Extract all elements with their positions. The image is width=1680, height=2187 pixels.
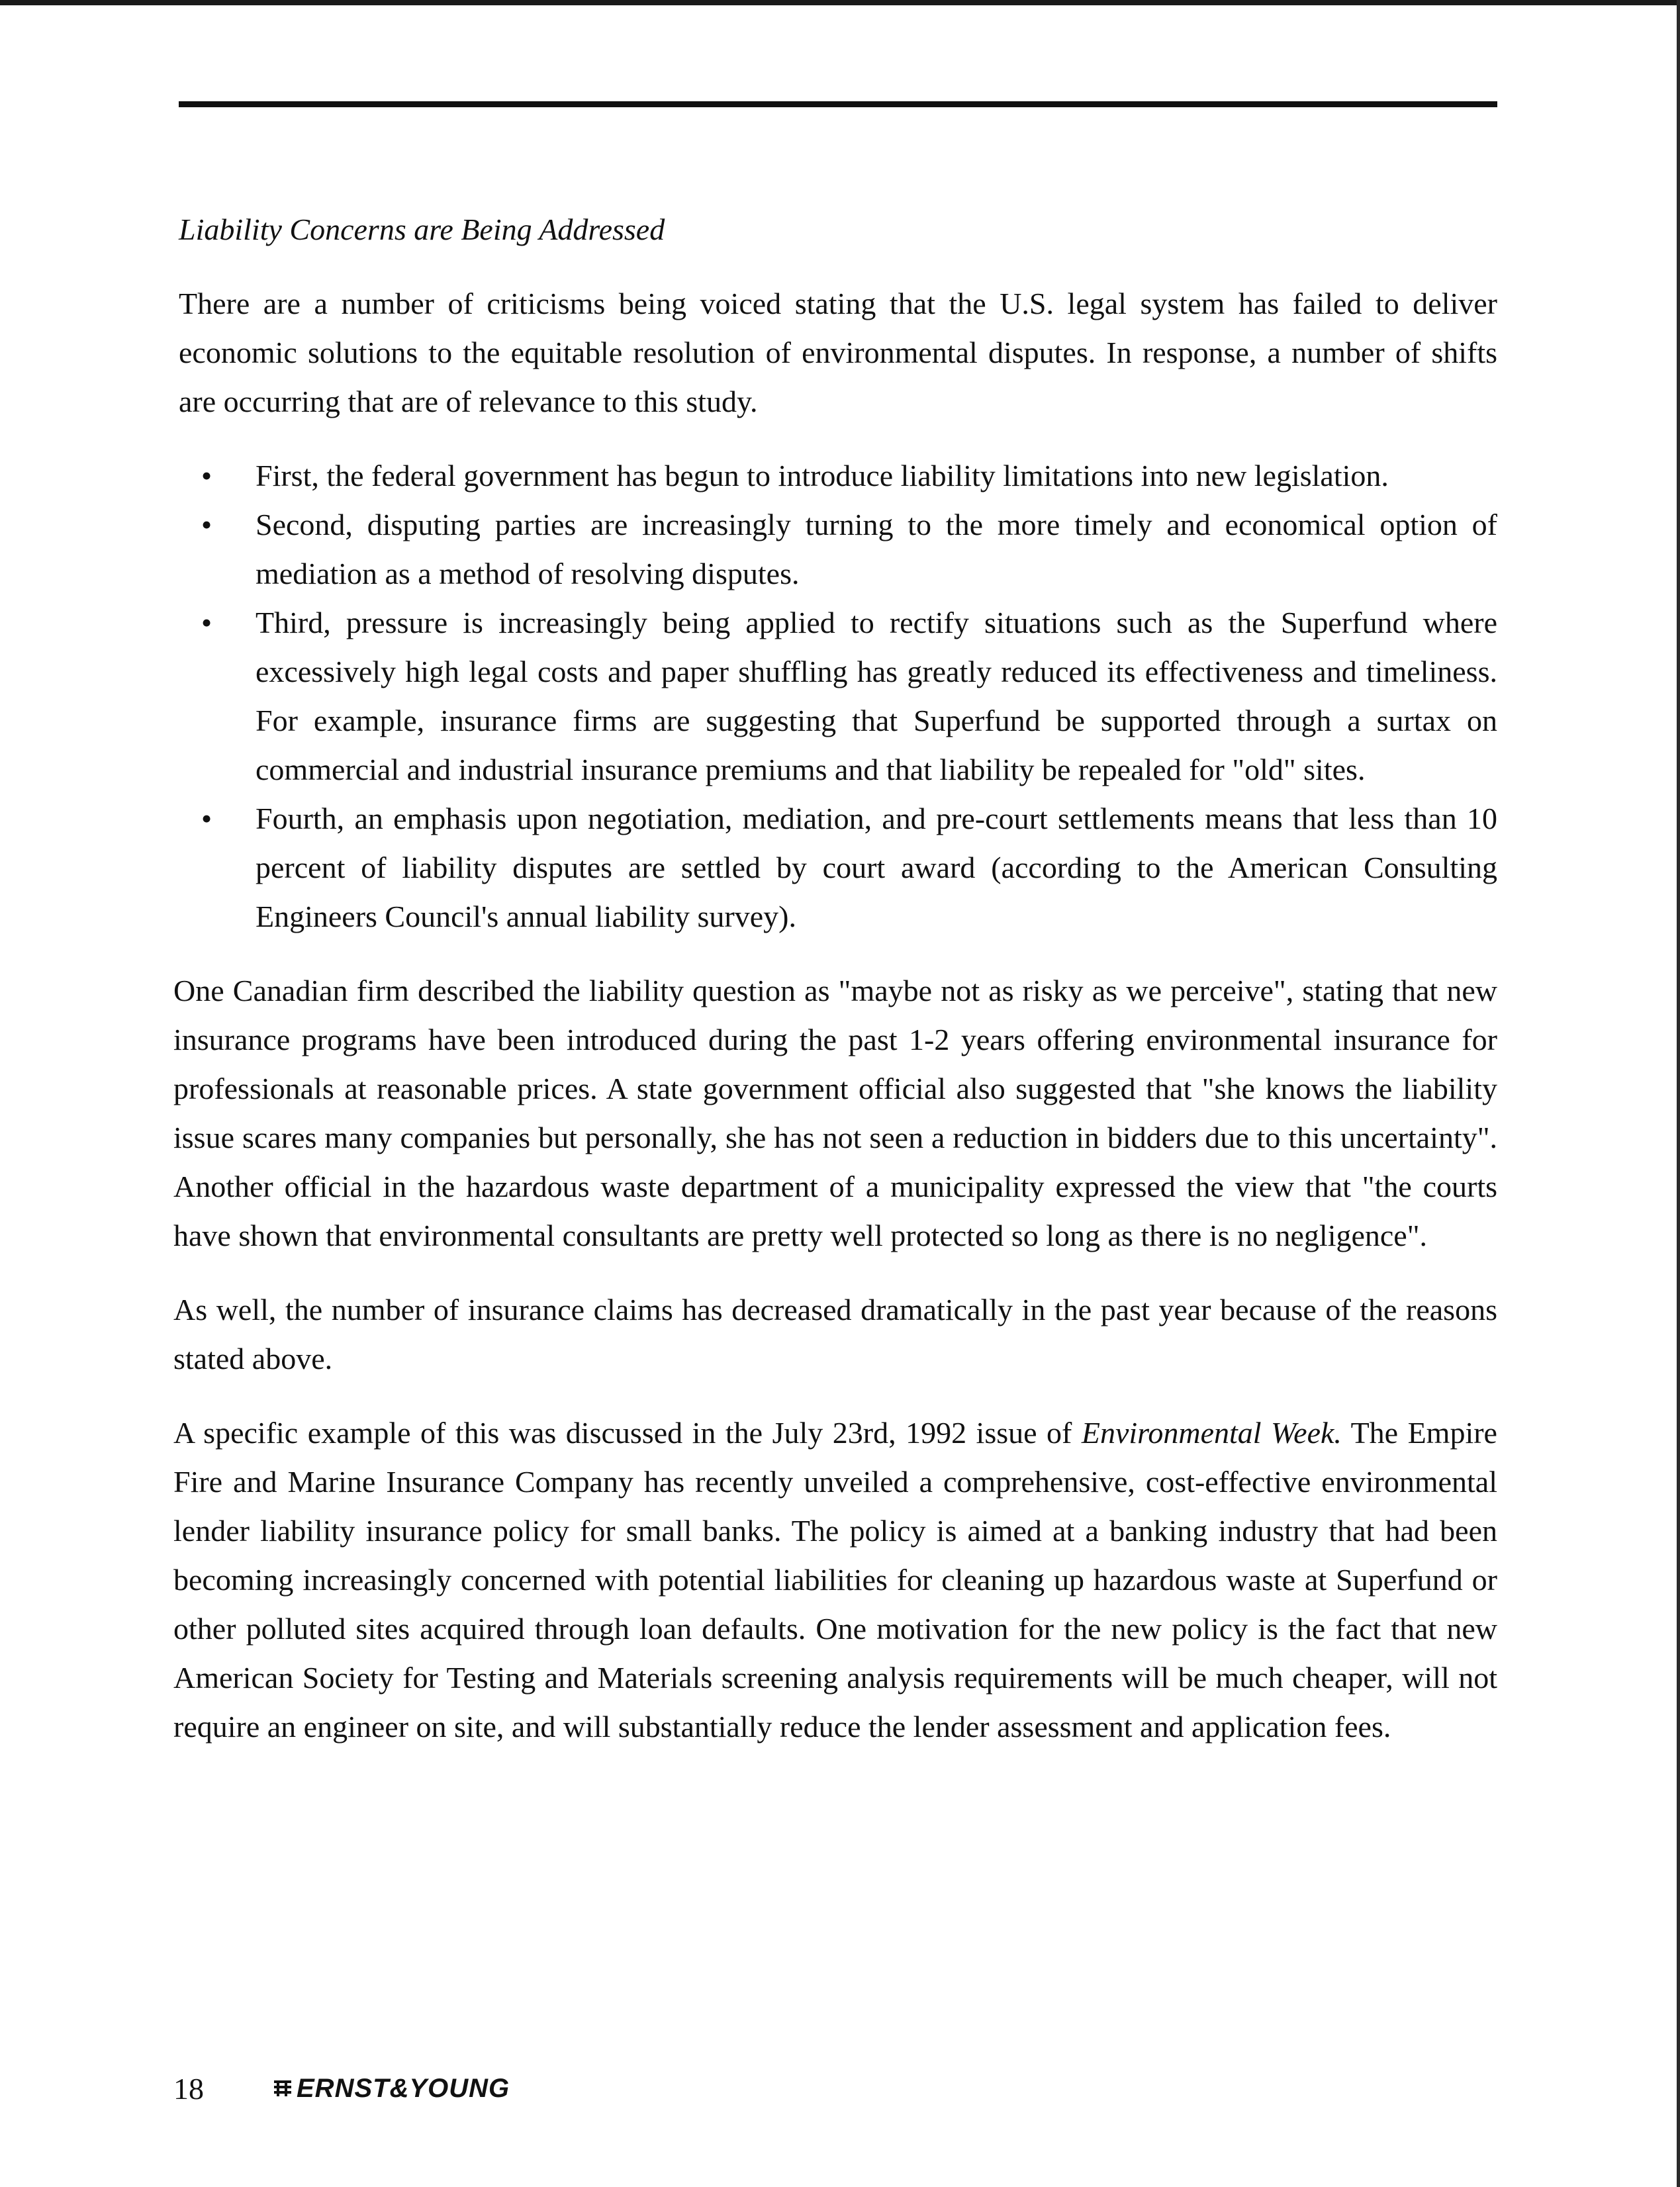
page-number: 18	[173, 2071, 204, 2106]
ernst-young-logo	[273, 2074, 510, 2104]
header-rule	[179, 101, 1497, 107]
example-text-after: The Empire Fire and Marine Insurance Company has recently unveiled a comprehensive, cost-effective environmental lender liability insurance policy for small banks. The policy is aimed at a banking industry that had been becoming increasingly concerned with potential liabilities for cleaning up hazardous waste at Superfund or other polluted sites acquired through loan defaults. One motivation for the new policy is the fact that new American Society for Testing and Materials screening analysis requirements will be much cheaper, will not require an engineer on site, and will substantially reduce the lender assessment and application fees.	[173, 1416, 1497, 1744]
bullet-list	[173, 451, 1497, 941]
example-text-before: A specific example of this was discussed in the July 23rd, 1992 issue of	[173, 1416, 1082, 1450]
bullet-item-fourth	[173, 794, 1497, 941]
bullet-text: Third, pressure is increasingly being applied to rectify situations such as the Superfund where excessively high legal costs and paper shuffling has greatly reduced its effectiveness and timeliness. For example, insurance firms are suggesting that Superfund be supported through a surtax on commercial and industrial insurance premiums and that liability be repealed for "old" sites.	[256, 606, 1497, 786]
publication-title: Environmental Week.	[1081, 1416, 1342, 1450]
page-content	[173, 205, 1497, 1777]
scan-top-border	[0, 0, 1680, 5]
bullet-item-second	[173, 500, 1497, 598]
bullet-item-third	[173, 598, 1497, 794]
bullet-text: Fourth, an emphasis upon negotiation, mediation, and pre-court settlements means that less than 10 percent of liability disputes are settled by court award (according to the American Consulting Engineers Council's annual liability survey).	[256, 802, 1497, 933]
ernst-young-logo-icon	[273, 2078, 295, 2098]
specific-example-paragraph	[173, 1409, 1497, 1751]
bullet-item-first	[173, 451, 1497, 500]
bullet-text: First, the federal government has begun to introduce liability limitations into new legislation.	[256, 459, 1389, 492]
scan-right-border	[1677, 0, 1680, 2187]
logo-text: ERNST&YOUNG	[297, 2073, 510, 2103]
canadian-firm-paragraph: One Canadian firm described the liability question as "maybe not as risky as we perceive", stating that new insurance programs have been introduced during the past 1-2 years offering environmental insurance for professionals at reasonable prices. A state government official also suggested that "she knows the liability issue scares many companies but personally, she has not seen a reduction in bidders due to this uncertainty". Another official in the hazardous waste department of a municipality expressed the view that "the courts have shown that environmental consultants are pretty well protected so long as there is no negligence".	[173, 974, 1497, 1252]
bullet-icon: •	[201, 802, 212, 835]
bullet-icon: •	[201, 508, 212, 541]
bullet-icon: •	[201, 606, 212, 639]
bullet-text: Second, disputing parties are increasingly turning to the more timely and economical option of mediation as a method of resolving disputes.	[256, 508, 1497, 590]
intro-paragraph: There are a number of criticisms being voiced stating that the U.S. legal system has failed to deliver economic solutions to the equitable resolution of environmental disputes. In response, a number of shifts are occurring that are of relevance to this study.	[179, 287, 1497, 418]
bullet-icon: •	[201, 459, 212, 492]
page-footer	[173, 2064, 510, 2113]
section-heading: Liability Concerns are Being Addressed	[179, 212, 665, 246]
insurance-claims-paragraph: As well, the number of insurance claims has decreased dramatically in the past year because of the reasons stated above.	[173, 1293, 1497, 1375]
